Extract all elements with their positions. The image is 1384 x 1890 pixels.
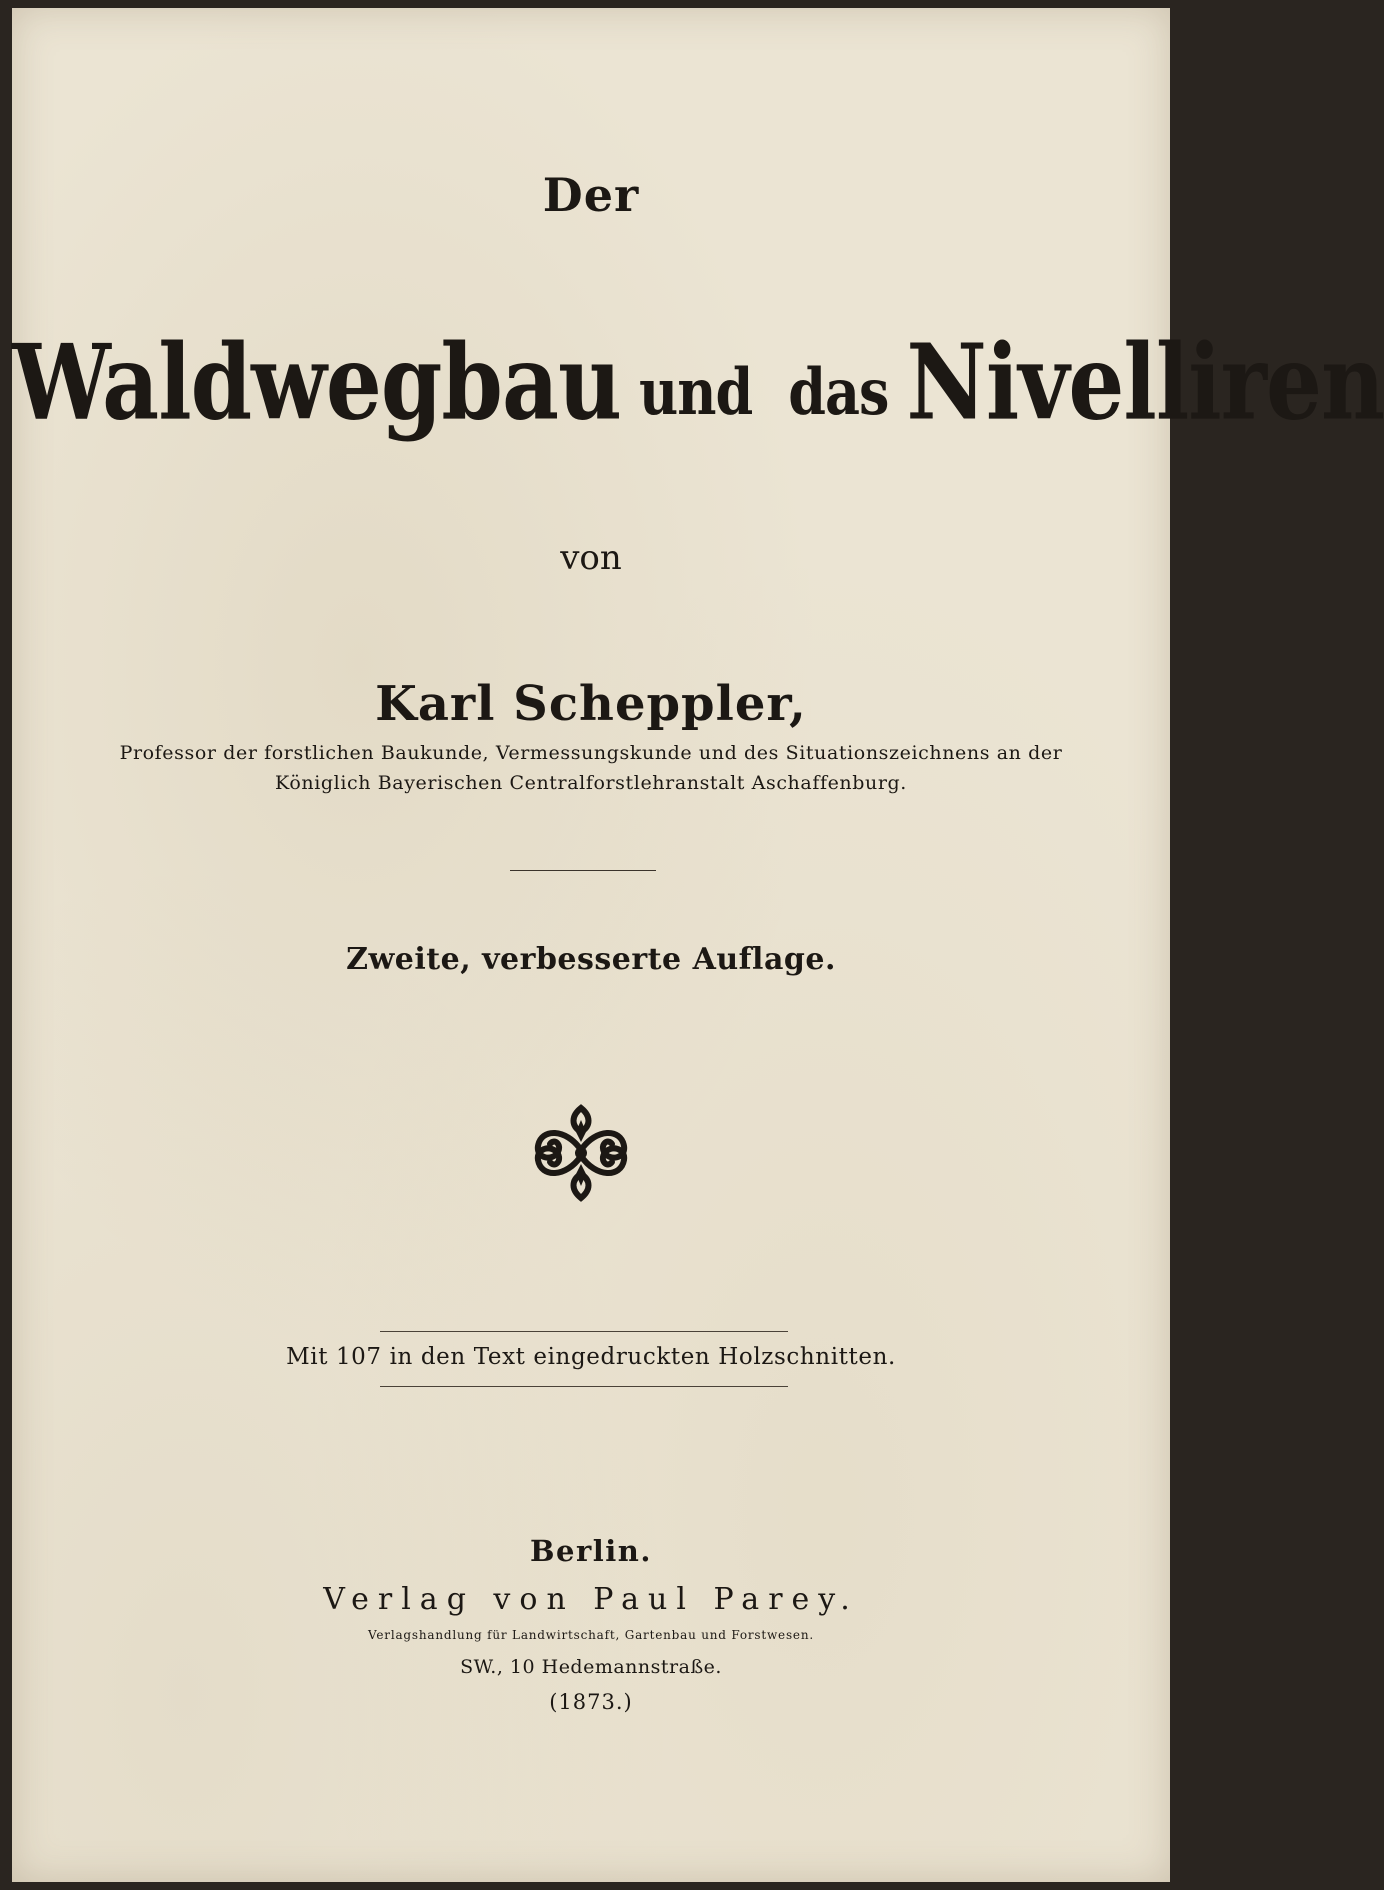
- title-part1: Waldwegbau: [12, 320, 621, 444]
- illustration-rule-bottom: [380, 1386, 788, 1387]
- illustrations-note: Mit 107 in den Text eingedruckten Holzschnitten.: [286, 1344, 896, 1370]
- title-conj2: das: [788, 353, 889, 430]
- title-part2: Nivelliren: [906, 320, 1384, 444]
- author-affiliation-line1: Professor der forstlichen Baukunde, Vermessungskunde und des Situationszeichnens an der: [119, 742, 1063, 764]
- by-line: von: [560, 538, 622, 578]
- title-article: Der: [542, 168, 640, 222]
- publisher-description: Verlagshandlung für Landwirtschaft, Gartenbau und Forstwesen.: [368, 1628, 814, 1642]
- illustration-rule-top: [380, 1331, 788, 1332]
- publication-year: (1873.): [549, 1690, 633, 1714]
- fleuron-ornament-icon: [526, 1098, 636, 1208]
- edition-statement: Zweite, verbesserte Auflage.: [346, 942, 836, 977]
- author-name: Karl Scheppler,: [375, 676, 807, 732]
- author-affiliation-line2: Königlich Bayerischen Centralforstlehranstalt Aschaffenburg.: [275, 772, 907, 794]
- main-title: [12, 320, 1384, 444]
- publisher-name: Verlag von Paul Parey.: [323, 1582, 859, 1617]
- publication-city: Berlin.: [530, 1534, 652, 1568]
- title-conj1: und: [638, 353, 753, 430]
- divider-rule: [510, 870, 656, 871]
- publisher-address: SW., 10 Hedemannstraße.: [460, 1656, 722, 1678]
- title-page: [12, 8, 1384, 1882]
